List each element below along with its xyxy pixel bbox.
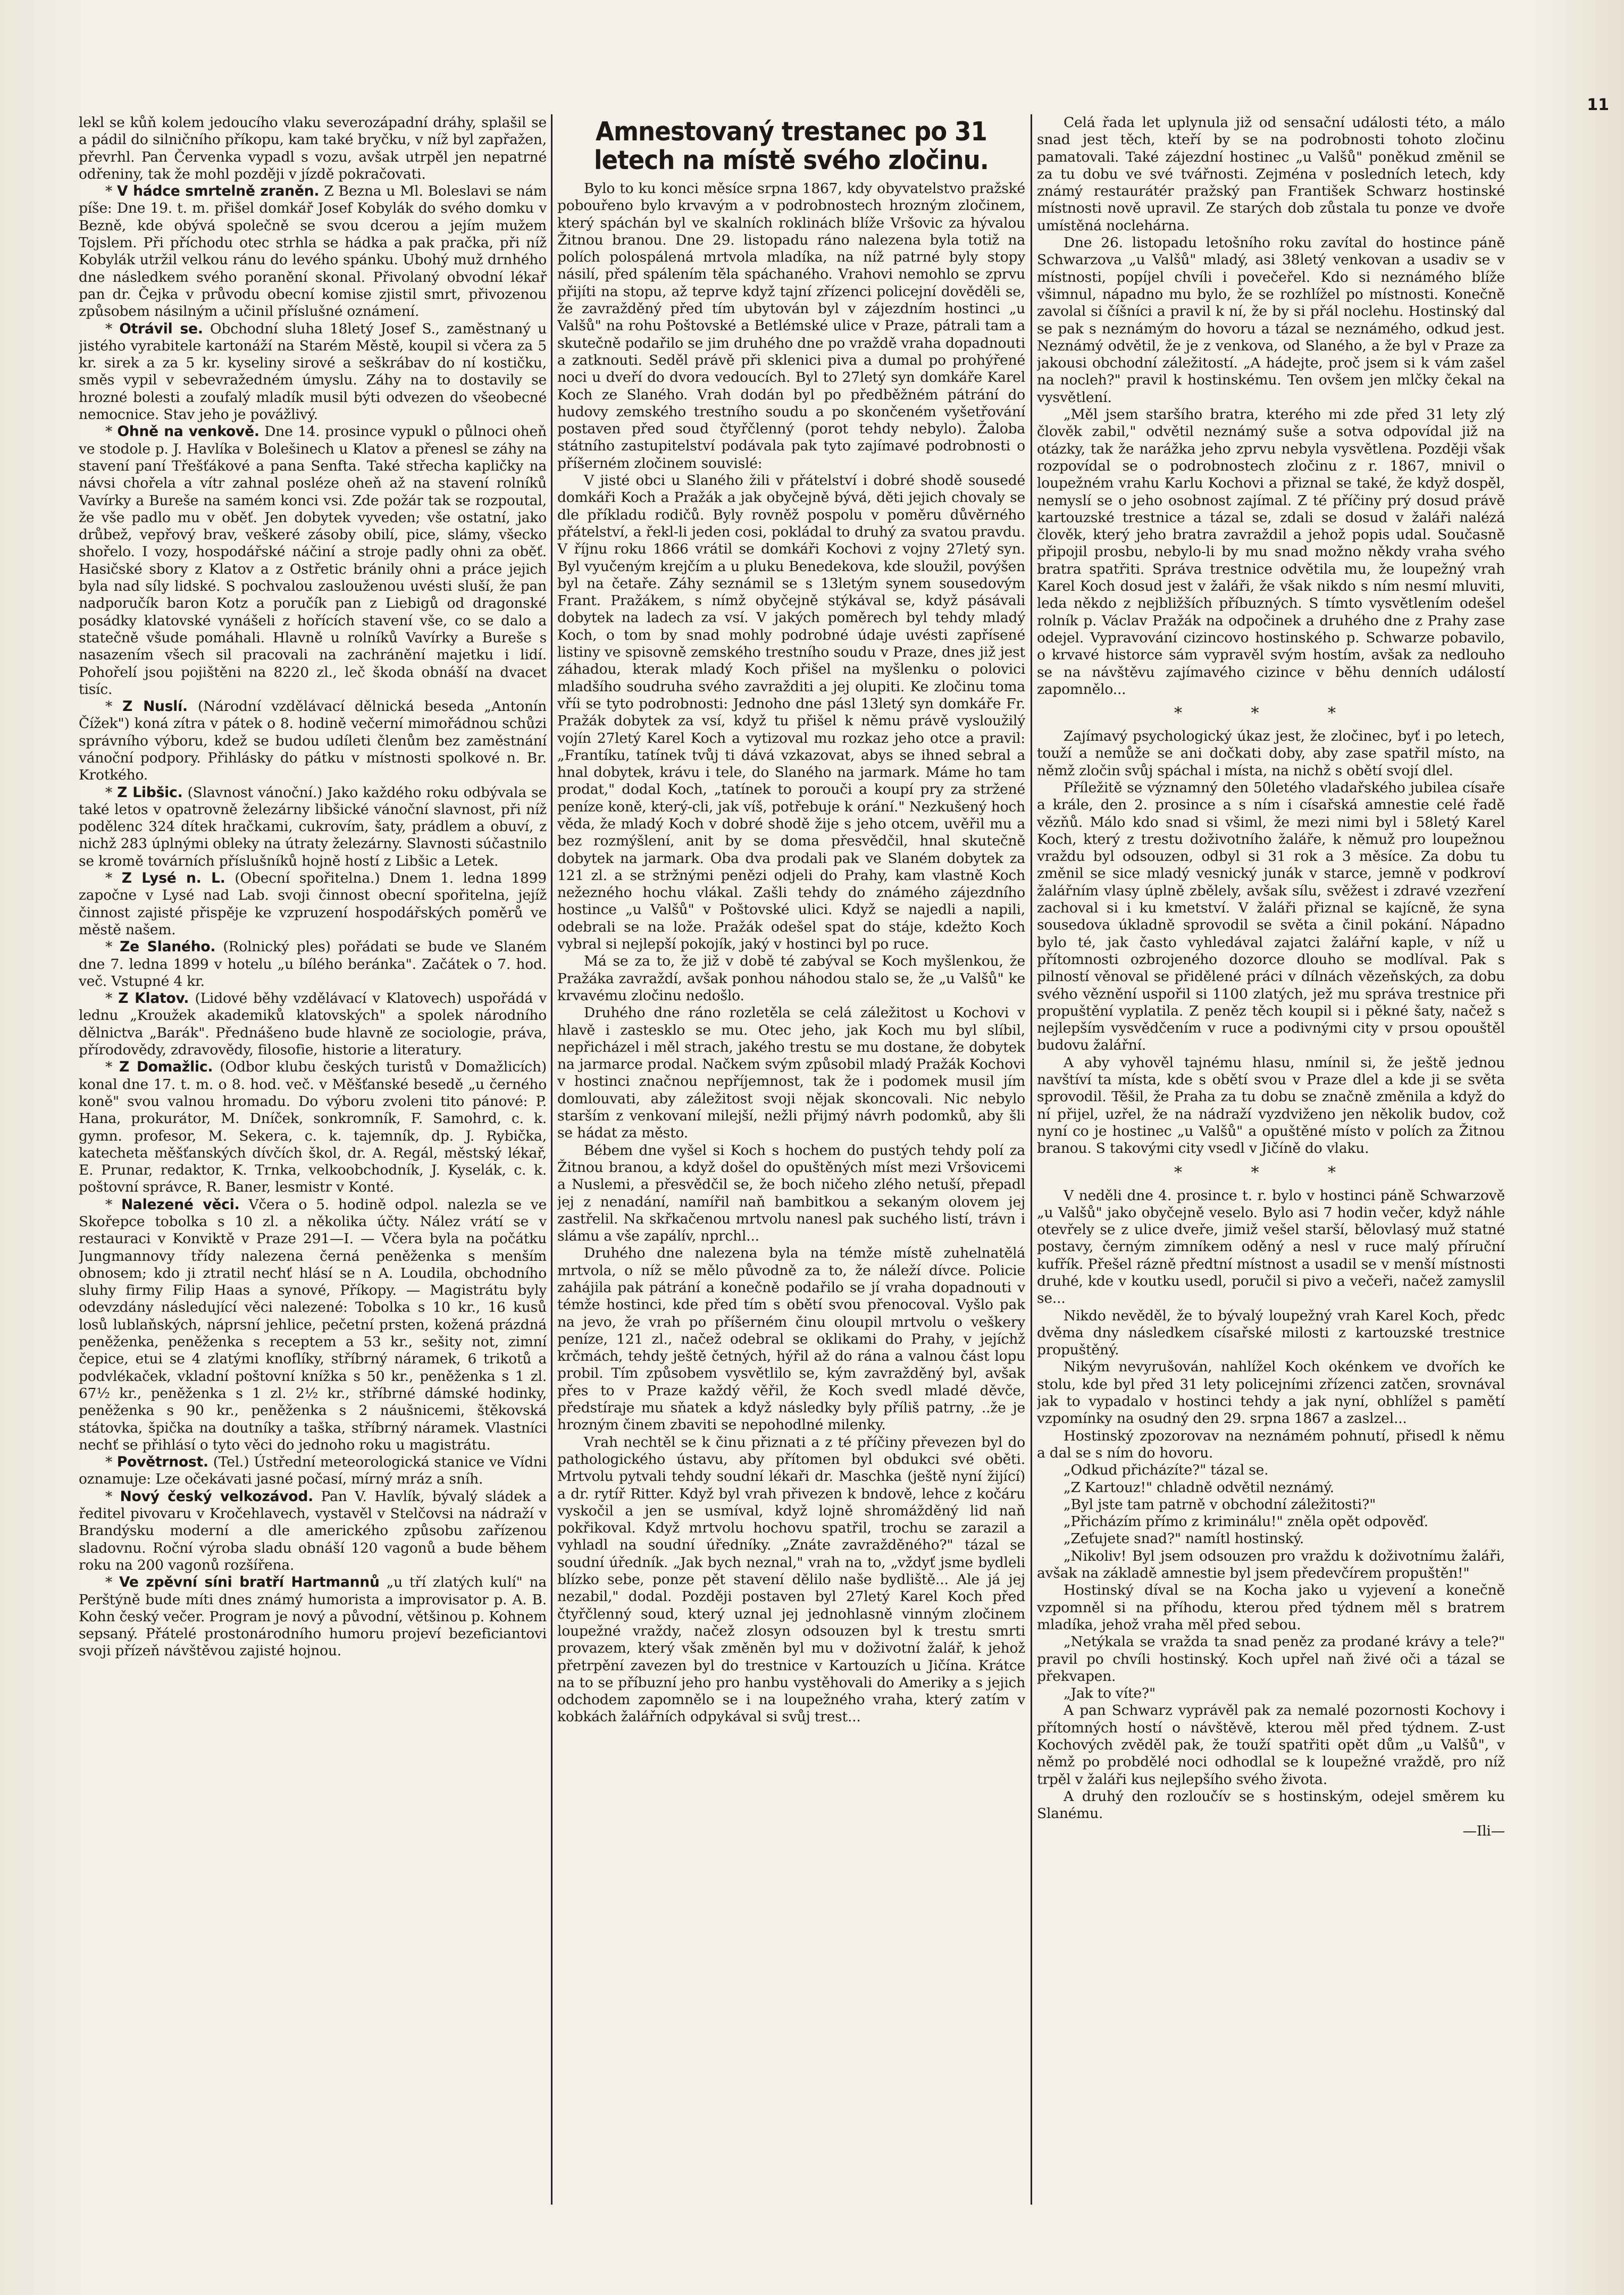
news-text: Dne 14. prosince vypukl o půlnoci oheň ve stodole p. J. Havlíka v Bolešinech u Klatov a přenesl se záhy na stavení paní Třešťákové a pana Senfta. Také střecha kapličky na návsi chořela a vítr zahnal posléze oheň až na stavení rolníků Vavírky a Bureše na samém konci vsi. Zde požár tak se rozpoutal, že vše padlo mu v oběť. Jen dobytek vyveden; vše ostatní, jako drůbež, vepřový brav, veškeré zásoby obilí, pice, slámy, všecko shořelo. I vozy, hospodářské náčiní a stroje padly ohni za oběť. Hasičské sbory z Klatov a z Ostřetic bránily ohni a práce jejich byla nad síly lidské. S pochvalou zaslouženou uvésti sluší, že pan nadporučík baron Kotz a poručík pan z Liebigů od dragonské posádky klatovské vynášeli z hořících stavení vše, co se dalo a statečně všude pomáhali. Hlavně u rolníků Vavírky a Bureše s nasazením všech sil pracovali na zachránění majetku i lidí. Pohořelí jsou pojištěni na 8220 zl., leč škoda obnáší na dvacet tisíc. <box>79 423 547 698</box>
dialogue-line: „Nikoliv! Byl jsem odsouzen pro vraždu k doživotnímu žaláři, avšak na základě amnestie byl jsem předevčírem propuštěn!" <box>1037 1547 1505 1582</box>
news-heading: Z Klatov. <box>118 990 189 1007</box>
article-paragraph: Dne 26. listopadu letošního roku zavítal do hostince páně Schwarzova „u Valšů" mladý, asi 38letý venkovan a usadiv se v místnosti, popíjel chvíli i povečeřel. Kdo si neznámého blíže všimnul, nápadno mu bylo, že se rozhlížel po místnosti. Konečně zavolal si číšníci a pravil k ní, že by si přál noclehu. Hostinský dal se pak s neznámým do hovoru a tázal se neznámého, odkud jest. Neznámý odvětil, že je z venkova, od Slaného, a že byl v Praze za jakousi obchodní záležitostí. „A hádejte, proč jsem si k vám zašel na nocleh?" pravil k hostinskému. Ten ovšem jen mlčky čekal na vysvětlení. <box>1037 234 1505 406</box>
news-heading: Nový český velkozávod. <box>120 1488 314 1505</box>
news-item: * Ohně na venkově. Dne 14. prosince vypukl o půlnoci oheň ve stodole p. J. Havlíka v Bolešinech u Klatov a přenesl se záhy na stavení paní Třešťákové a pana Senfta. Také střecha kapličky na návsi chořela a vítr zahnal posléze oheň až na stavení rolníků Vavírky a Bureše na samém konci vsi. Zde požár tak se rozpoutal, že vše padlo mu v oběť. Jen dobytek vyveden; vše ostatní, jako drůbež, vepřový brav, veškeré zásoby obilí, pice, slámy, všecko shořelo. I vozy, hospodářské náčiní a stroje padly ohni za oběť. Hasičské sbory z Klatov a z Ostřetic bránily ohni a práce jejich byla nad síly lidské. S pochvalou zaslouženou uvésti sluší, že pan nadporučík baron Kotz a poručík pan z Liebigů od dragonské posádky klatovské vynášeli z hořících stavení vše, co se dalo a statečně všude pomáhali. Hlavně u rolníků Vavírky a Bureše s nasazením všech sil pracovali na zachránění majetku i lidí. Pohořelí jsou pojištěni na 8220 zl., leč škoda obnáší na dvacet tisíc. <box>79 423 547 698</box>
page-number: 11 <box>1587 96 1609 114</box>
article-paragraph: Nikdo nevěděl, že to bývalý loupežný vrah Karel Koch, předc dvěma dny následkem císařské milosti z kartouzské trestnice propuštěný. <box>1037 1307 1505 1359</box>
news-heading: Z Nuslí. <box>122 698 188 715</box>
news-text: Včera o 5. hodině odpol. nalezla se ve Skořepce tobolka s 10 zl. a několika účty. Nález vrátí se v restauraci v Konviktě v Praze 291—I. — Včera byla na počátku Jungmannovy třídy nalezena černá peněženka s menším obnosem; kdo ji ztratil nechť hlásí se n A. Loudila, obchodního sluhy firmy Filip Haas a synové, Příkopy. — Magistrátu byly odevzdány následující věci nalezené: Tobolka s 10 kr., 16 kusů losů lublaňských, náprsní jehlice, pečetní prsten, kožená prázdná peněženka, peněženka s receptem a 53 kr., sešity not, zimní čepice, etui se 4 zlatými knoflíky, stříbrný náramek, 6 trikotů a podvlékaček, vkladní poštovní knížka s 50 kr., peněženka s 1 zl. 67½ kr., peněženka s 1 zl. 2½ kr., stříbrné dámské hodinky, peněženka s 90 kr., peněženka s 2 náušnicemi, štěkovská státovka, špička na doutníky a taška, stříbrný náramek. Vlastníci nechť se přihlásí o tyto věci do jednoho roku u magistrátu. <box>79 1196 547 1453</box>
article-paragraph: Zajímavý psychologický úkaz jest, že zločinec, byť i po letech, touží a nemůže se ani dočkati doby, aby zase spatřil místo, na němž zločin svůj spáchal i místa, na nichž s obětí svojí dlel. <box>1037 728 1505 779</box>
news-item: * Ze Slaného. (Rolnický ples) pořádati se bude ve Slaném dne 7. ledna 1899 v hotelu „u bílého beránka". Začátek o 7. hod. več. Vstupné 4 kr. <box>79 939 547 990</box>
news-item: * Z Klatov. (Lidové běhy vzdělávací v Klatovech) uspořádá v lednu „Kroužek akademiků klatovských" a spolek národního dělnictva „Barák". Přednášeno bude hlavně ze sociologie, práva, přírodovědy, zdravovědy, filosofie, historie a literatury. <box>79 990 547 1059</box>
article-paragraph: Bylo to ku konci měsíce srpna 1867, kdy obyvatelstvo pražské pobouřeno bylo krvavým a v podrobnostech hrozným zločinem, který spáchán byl ve skalních roklinách blíže Vršovic za hývalou Žitnou branou. Dne 29. listopadu ráno nalezena byla totiž na polích polospálená mrtvola mladíka, na níž patrné byly stopy násilí, před spálením těla spáchaného. Vrahovi nemohlo se zprvu přijíti na stopu, až teprve když tajní zřízenci policejní dověděli se, že zavražděný před tím ubytován byl v zájezdním hostinci „u Valšů" na rohu Poštovské a Betlémské ulice v Praze, pátrali tam a skutečně podařilo se jim druhého dne po vraždě vraha dopadnouti a zatknouti. Seděl právě při sklenici piva a dumal po prohýřené noci u dveří do dvora vedoucích. Byl to 27letý syn domkáře Karel Koch ze Slaného. Vrah dodán byl po předběžném pátrání do hudovy zemského trestního soudu a po skončeném vyšetřování postaven před soud čtyřčlenný (porot tehdy nebylo). Žaloba státního zastupitelství podávala pak tyto zajímavé podrobnosti o příšerném zločinem souvislé: <box>557 180 1025 472</box>
news-text: (Tel.) Ústřední meteorologická stanice ve Vídni oznamuje: Lze očekávati jasné počasí, mírný mráz a sníh. <box>79 1454 547 1488</box>
article-paragraph: „Měl jsem staršího bratra, kterého mi zde před 31 lety zlý člověk zabil," odvětil neznámý suše a sotva odpovídal již na otázky, tak že narážka jeho zprvu nebyla vysvětlena. Později však rozpovídal se o podrobnostech zločinu z r. 1867, mnivil o loupežném vrahu Karlu Kochovi a přiznal se také, že když dospěl, nemyslí se o jeho osobnost zajímal. Z té příčiny prý dosud právě kartouzské trestnice a tázal se, zdali se dosud v žaláři nalézá člověk, který jeho bratra zavraždil a jehož popis udal. Současně připojil prosbu, nebylo-li by mu snad možno někdy vraha svého bratra spatřiti. Správa trestnice odvětila mu, že loupežný vrah Karel Koch dosud jest v žaláři, že však nikdo s ním nesmí mluviti, leda někdo z nejbližších příbuzných. S tímto vysvětlením odešel rolník p. Václav Pražák na odpočinek a druhého dne z Prahy zase odejel. Vypravování cizincovo hostinského p. Schwarze pobavilo, o krvavé historce sám vypravěl svým hostím, avšak za nedlouho se na návštěvu zajímavého cizince v běhu denních událostí zapomnělo... <box>1037 406 1505 698</box>
article-paragraph: Hostinský díval se na Kocha jako u vyjevení a konečně vzpomněl si na příhodu, kterou před týdnem měl s bratrem mladíka, jehož vraha měl před sebou. <box>1037 1582 1505 1633</box>
article-paragraph: A druhý den rozloučív se s hostinským, odejel směrem ku Slanému. <box>1037 1788 1505 1822</box>
news-text: (Obecní spořitelna.) Dnem 1. ledna 1899 započne v Lysé nad Lab. svoji činnost obecní spořitelna, jejíž činnost zajisté přispěje ke vzpruzení hospodářských poměrů ve městě našem. <box>79 870 547 938</box>
news-text: (Národní vzdělávací dělnická beseda „Antonín Čížek") koná zítra v pátek o 8. hodině večerní mimořádnou schůzi správního výboru, kdež se budou udíleti členům bez zaměstnání vánoční podpory. Přihlásky do pátku v místnosti spolkové n. Br. Krotkého. <box>79 698 547 784</box>
news-text: (Rolnický ples) pořádati se bude ve Slaném dne 7. ledna 1899 v hotelu „u bílého beránka". Začátek o 7. hod. več. Vstupné 4 kr. <box>79 939 547 990</box>
news-item: * Otrávil se. Obchodní sluha 18letý Josef S., zaměstnaný u jistého vyrabitele kartonáží na Starém Městě, koupil si včera za 5 kr. sirek a za 5 kr. kyseliny sirové a seškrábav do ní kostičku, směs vypil v sebevražedném úmyslu. Záhy na to dostavily se hrozné bolesti a zoufalý mladík musil býti odvezen do všeobecné nemocnice. Stav jeho je povážlivý. <box>79 320 547 423</box>
dialogue-line: „Odkud přicházíte?" tázal se. <box>1064 1462 1269 1479</box>
article-paragraph: Druhého dne ráno rozletěla se celá záležitost u Kochovi v hlavě i zastesklo se mu. Otec jeho, jak Koch mu byl slíbil, nepřicházel i měl strach, jakého trestu se mu dostane, že dobytek na jarmarce prodal. Načkem svým způsobil mladý Pražák Kochovi v hostinci značnou nepříjemnost, tak že i podomek musil jím domlouvati, aby záležitost svoji nějak skoncovali. Nic nebylo starším z venkovaní milejší, nežli přijmý návrh podomků, aby šli se hádat za město. <box>557 1004 1025 1142</box>
news-text: (Slavnost vánoční.) Jako každého roku odbývala se také letos v opatrovně železárny libšické vánoční slavnost, při níž podělenc 324 dítek hračkami, cukrovím, šaty, prádlem a obuví, z nichž 283 úplnými obleky na útraty železárny. Slavnosti súčastnilo se kromě továrních příslušníků hojně hostí z Libšic a Letek. <box>79 784 547 869</box>
news-item: * Z Lysé n. L. (Obecní spořitelna.) Dnem 1. ledna 1899 započne v Lysé nad Lab. svoji činnost obecní spořitelna, jejíž činnost zajisté přispěje ke vzpruzení hospodářských poměrů ve městě našem. <box>79 870 547 938</box>
author-signature: —Ili— <box>1462 1822 1505 1839</box>
news-item: * Povětrnost. (Tel.) Ústřední meteorologická stanice ve Vídni oznamuje: Lze očekávati jasné počasí, mírný mráz a sníh. <box>79 1454 547 1488</box>
news-item: * Z Nuslí. (Národní vzdělávací dělnická beseda „Antonín Čížek") koná zítra v pátek o 8. hodině večerní mimořádnou schůzi správního výboru, kdež se budou udíleti členům bez zaměstnání vánoční podpory. Přihlásky do pátku v místnosti spolkové n. Br. Krotkého. <box>79 698 547 784</box>
news-item: * Nový český velkozávod. Pan V. Havlík, bývalý sládek a ředitel pivovaru v Kročehlavech, vystavěl v Stelčovsi na nádraží v Brandýsku moderní a dle amerického způsobu zařízenou sladovnu. Roční výroba sladu obnáší 120 vagonů a bude během roku na 200 vagonů rozšířena. <box>79 1488 547 1573</box>
article-paragraph: V neděli dne 4. prosince t. r. bylo v hostinci páně Schwarzově „u Valšů" jako obyčejně veselo. Bylo asi 7 hodin večer, když náhle otevřely se z ulice dveře, jimiž vešel starší, bělovlasý muž statné postavy, černým zimníkem oděný a nesl v ruce malý příruční kufřík. Přešel rázně předtní místnost a usadil se v menší místnosti druhé, kde v koutku usedl, poručil si pivo a večeři, načež zamyslil se... <box>1037 1187 1505 1307</box>
news-item: * Ve zpěvní síni bratří Hartmannů „u tří zlatých kulí" na Perštýně bude míti dnes známý humorista a improvisator p. A. B. Kohn český večer. Program je nový a původní, většinou p. Kohnem sepsaný. Přátelé prostonárodního humoru projeví bezeficiantovi svoji přízeň návštěvou zajisté hojnou. <box>79 1574 547 1660</box>
column-2 <box>557 114 1025 2205</box>
article-paragraph: Hostinský zpozorovav na neznámém pohnutí, přisedl k němu a dal se s ním do hovoru. <box>1037 1427 1505 1461</box>
news-heading: Ohně na venkově. <box>117 423 259 440</box>
news-heading: Ve zpěvní síni bratří Hartmannů <box>119 1574 380 1591</box>
article-paragraph: Nikým nevyrušován, nahlížel Koch okénkem ve dvořích ke stolu, kde byl před 31 lety policejními zřízenci zatčen, srovnával jak to vypadalo v hostinci tehdy a jak nyní, obhlížel s pamětí vzpomínky na osudný den 29. srpna 1867 a zaslzel... <box>1037 1359 1505 1427</box>
news-text: Z Bezna u Ml. Boleslavi se nám píše: Dne 19. t. m. přišel domkář Josef Kobylák do svého domku v Bezně, kde obývá společně se svou dcerou a jejím mužem Tojslem. Při příchodu otec strhla se hádka a pak pračka, při níž Kobylák utržil velkou ránu do levého spánku. Ubohý muž drnhého dne následkem svého poranění skonal. Přivolaný obvodní lékař pan dr. Čejka v průvodu obecní komise zjistil smrt, přivozenou způsobem násilným a učinil příslušné oznámení. <box>79 183 547 320</box>
news-heading: Z Domažlic. <box>119 1059 213 1076</box>
dialogue-line: „Přicházím přímo z kriminálu!" zněla opět odpověď. <box>1064 1513 1428 1530</box>
news-heading: Ze Slaného. <box>120 939 216 956</box>
news-item: * V hádce smrtelně zraněn. Z Bezna u Ml. Boleslavi se nám píše: Dne 19. t. m. přišel domkář Josef Kobylák do svého domku v Bezně, kde obývá společně se svou dcerou a jejím mužem Tojslem. Při příchodu otec strhla se hádka a pak pračka, při níž Kobylák utržil velkou ránu do levého spánku. Ubohý muž drnhého dne následkem svého poranění skonal. Přivolaný obvodní lékař pan dr. Čejka v průvodu obecní komise zjistil smrt, přivozenou způsobem násilným a učinil příslušné oznámení. <box>79 183 547 320</box>
article-paragraph: Příležitě se významný den 50letého vladařského jubilea císaře a krále, den 2. prosince a s ním i císařská amnestie celé řadě vězňů. Málo kdo snad si všiml, že mezi nimi byl i 58letý Karel Koch, který z trestu doživotního žaláře, k němuž pro loupežnou vraždu byl odsouzen, odbyl si 31 rok a 3 měsíce. Za dobu tu změnil se sice mladý vesnický junák v starce, jemně v podkroví žalářním vlasy úplně zbělely, avšak sílu, svěžest i zdravé vzezření zachoval si i ku kmetství. V žaláři přiznal se kajícně, že syna sousedova úkladně sprovodil se světa a činil pokání. Nápadno bylo té, jak často vyhledával zajatci žalářní kaple, v níž u přítomnosti ozbrojeného dozorce dlouho se modlíval. Pak s pilností věnoval se přidělené práci v dílnách vězeňských, za dobu svého věznění uspořil si 1100 zlatých, jež mu správa trestnice při propuštění vyplatila. Z peněz těch koupil si i pěkné šaty, načež s nejlepším vysvědčením v ruce a podivnými city v prsou opouštěl budovu žalářní. <box>1037 779 1505 1054</box>
article-paragraph: Bébem dne vyšel si Koch s hochem do pustých tehdy polí za Žitnou branou, a když došel do opuštěných míst mezi Vršovicemi a Nuslemi, a přesvědčil se, že boch ničeho zlého netuší, přepadl jej z nenadání, namířil naň bambitkou a sekaným olovem jej zastřelil. Na skřkačenou mrtvolu nanesl pak suchého listí, trávn i slámu a vše zapálív, nprchl... <box>557 1142 1025 1245</box>
news-text: Pan V. Havlík, bývalý sládek a ředitel pivovaru v Kročehlavech, vystavěl v Stelčovsi na nádraží v Brandýsku moderní a dle amerického způsobu zařízenou sladovnu. Roční výroba sladu obnáší 120 vagonů a bude během roku na 200 vagonů rozšířena. <box>79 1488 547 1573</box>
article-paragraph: A pan Schwarz vyprávěl pak za nemalé pozornosti Kochovy i přítomných hostí o návštěvě, kterou měl před týdnem. Z-ust Kochových zvěděl pak, že touží spatřiti opět dům „u Valšů", v němž po probdělé noci odhodlal se k loupežné vraždě, pro níž trpěl v žaláři kus nejlepšího svého života. <box>1037 1702 1505 1788</box>
article-paragraph: Druhého dne nalezena byla na témže místě zuhelnatělá mrtvola, o níž se mělo původně za to, že náleží dívce. Policie zahájila pak pátrání a konečně podařilo se jí vraha dopadnouti v témže hostinci, kde před tím s obětí svou přenocoval. Vyšlo pak na jevo, že vrah po příšerném činu oloupil mrtvolu o veškery peníze, 121 zl., načež odebral se oklikami do Prahy, v jejíchž krčmách, tehdy ještě četných, hýřil až do rána a valnou část lopu probil. Tím způsobem vysvětlilo se, kým zavražděný byl, avšak přes to v Praze každý věřil, že Koch svedl mladé děvče, předstíraje mu sňatek a když následky byly příliš patrny, ..že je hrozným činem zbaviti se nepohodlné milenky. <box>557 1245 1025 1434</box>
news-item: * Z Domažlic. (Odbor klubu českých turistů v Domažlicích) konal dne 17. t. m. o 8. hod. več. v Měšťanské besedě „u černého koně" svou valnou hromadu. Do výboru zvoleni tito pánové: P. Hana, prokurátor, M. Dníček, sonkromník, F. Samohrd, c. k. gymn. profesor, M. Sekera, c. k. tajemník, dp. J. Rybička, katecheta měšťanských dívčích škol, dr. A. Regál, městský lékař, E. Prunar, redaktor, K. Trnka, velkoobchodník, J. Kyselák, c. k. poštovní správce, R. Baner, lesmistr v Konté. <box>79 1059 547 1196</box>
news-text: (Lidové běhy vzdělávací v Klatovech) uspořádá v lednu „Kroužek akademiků klatovských" a spolek národního dělnictva „Barák". Přednášeno bude hlavně ze sociologie, práva, přírodovědy, zdravovědy, filosofie, historie a literatury. <box>79 990 547 1059</box>
dialogue-line: „Byl jste tam patrně v obchodní záležitosti?" <box>1064 1496 1376 1513</box>
section-separator: * * * <box>1174 704 1368 723</box>
column-rule-left <box>551 114 553 2205</box>
dialogue-line: „Zeťujete snad?" namítl hostinský. <box>1064 1530 1304 1547</box>
article-paragraph: V jisté obci u Slaného žili v přátelství i dobré shodě sousedé domkáři Koch a Pražák a jak obyčejně bývá, děti jejich chovaly se dle příkladu rodičů. Byly rovněž pospolu v poměru důvěrného přátelství, a řekl-li jeden cosi, pokládal to druhý za svatou pravdu. V říjnu roku 1866 vrátil se domkáři Kochovi z vojny 27letý syn. Byl vyučeným krejčím a u pluku Benedekova, kde sloužil, povýšen byl na četaře. Záhy seznámil se s 13letým synem sousedovým Frant. Pražákem, s nímž obyčejně stýkával se, když pásávali dobytek na ladech za vsí. V jakých poměrech byl tehdy mladý Koch, o tom by snad mohly podrobné údaje uvésti zapřísené listiny ve spisovně zemského trestního soudu v Praze, dnes již jest záhadou, kterak mladý Koch přišel na myšlenku o polovici mladšího soudruha svého zavražditi a jej olupiti. Ke zločinu toma vříi se tyto podrobnosti: Jednoho dne pásl 13letý syn domkáře Fr. Pražák dobytek za vsí, když tu přišel k němu právě vysloužilý vojín 27letý Karel Koch a vytizoval mu rozkaz jeho otce a pravil: „Frantíku, tatínek tvůj ti dává vzkazovat, abys se ihned sebral a hnal dobytek, krávu i tele, do Slaného na jarmark. Máme ho tam prodat," dodal Koch, „tatínek to porouči a koupí pry za stržené peníze koně, který-cli, jak víš, potřebuje k orání." Nezkušený hoch věda, že mladý Koch v dobré shodě žije s jeho otcem, uvěřil mu a bez rozmýšlení, anit by se doma přesvědčil, hnal skutečně dobytek na jarmark. Oba dva prodali pak ve Slaném dobytek za 121 zl. a se stržnými penězi odjeli do Prahy, kam vlastně Koch nežezného hochu vlákal. Zašli tehdy do známého zájezdního hostince „u Valšů" v Poštovské ulici. Když se najedli a napili, odebrali se na lože. Pražák odešel spat do stáje, kdežto Koch vybral si nejlepší pokojík, jaký v hostinci byl po ruce. <box>557 472 1025 953</box>
article-paragraph: A aby vyhověl tajnému hlasu, nmínil si, že ještě jednou navštíví ta místa, kde s obětí svou v Praze dlel a kde ji se světa sprovodil. Těšil, že Praha za tu dobu se značně změnila a když do ní přijel, uzřel, že na nádraží vyzdviženo jen několik budov, což nyní co je hostinec „u Valšů" a opuštěné místo v polích za Žitnou branou. S takovými city vsedl v Jičíně do vlaku. <box>1037 1054 1505 1157</box>
column-1 <box>79 114 547 2205</box>
news-item: * Nalezené věci. Včera o 5. hodině odpol. nalezla se ve Skořepce tobolka s 10 zl. a několika účty. Nález vrátí se v restauraci v Konviktě v Praze 291—I. — Včera byla na počátku Jungmannovy třídy nalezena černá peněženka s menším obnosem; kdo ji ztratil nechť hlásí se n A. Loudila, obchodního sluhy firmy Filip Haas a synové, Příkopy. — Magistrátu byly odevzdány následující věci nalezené: Tobolka s 10 kr., 16 kusů losů lublaňských, náprsní jehlice, pečetní prsten, kožená prázdná peněženka, peněženka s receptem a 53 kr., sešity not, zimní čepice, etui se 4 zlatými knoflíky, stříbrný náramek, 6 trikotů a podvlékaček, vkladní poštovní knížka s 50 kr., peněženka s 1 zl. 67½ kr., peněženka s 1 zl. 2½ kr., stříbrné dámské hodinky, peněženka s 90 kr., peněženka s 2 náušnicemi, štěkovská státovka, špička na doutníky a taška, stříbrný náramek. Vlastníci nechť se přihlásí o tyto věci do jednoho roku u magistrátu. <box>79 1196 547 1453</box>
dialogue-line: „Z Kartouz!" chladně odvětil neznámý. <box>1064 1479 1334 1496</box>
dialogue-line: „Netýkala se vražda ta snad peněz za prodané krávy a tele?" pravil po chvíli hostinský. Koch upřel naň živé oči a tázal se překvapen. <box>1037 1634 1505 1685</box>
news-text: Obchodní sluha 18letý Josef S., zaměstnaný u jistého vyrabitele kartonáží na Starém Městě, koupil si včera za 5 kr. sirek a za 5 kr. kyseliny sirové a seškrábav do ní kostičku, směs vypil v sebevražedném úmyslu. Záhy na to dostavily se hrozné bolesti a zoufalý mladík musil býti odvezen do všeobecné nemocnice. Stav jeho je povážlivý. <box>79 320 547 423</box>
dialogue-line: „Jak to víte?" <box>1064 1685 1156 1702</box>
news-heading: Otrávil se. <box>119 320 203 337</box>
news-heading: Nalezené věci. <box>121 1196 240 1213</box>
news-heading: Z Lysé n. L. <box>121 870 225 887</box>
news-item: * Z Libšic. (Slavnost vánoční.) Jako každého roku odbývala se také letos v opatrovně železárny libšické vánoční slavnost, při níž podělenc 324 dítek hračkami, cukrovím, šaty, prádlem a obuví, z nichž 283 úplnými obleky na útraty železárny. Slavnosti súčastnilo se kromě továrních příslušníků hojně hostí z Libšic a Letek. <box>79 784 547 869</box>
article-paragraph: Celá řada let uplynula již od sensační události této, a málo snad jest těch, kteří by se na podrobnosti tohoto zločinu pamatovali. Také zájezdní hostinec „u Valšů" poněkud změnil se za tu dobu ve své tvářnosti. Zejména v posledních letech, kdy známý restaurátér pražský pan František Schwarz hostinské místnosti nově upravil. Ze starých dob zůstala tu ponze ve dvoře umístěná noclehárna. <box>1037 114 1505 234</box>
news-text: (Odbor klubu českých turistů v Domažlicích) konal dne 17. t. m. o 8. hod. več. v Měšťanské besedě „u černého koně" svou valnou hromadu. Do výboru zvoleni tito pánové: P. Hana, prokurátor, M. Dníček, sonkromník, F. Samohrd, c. k. gymn. profesor, M. Sekera, c. k. tajemník, dp. J. Rybička, katecheta měšťanských dívčích škol, dr. A. Regál, městský lékař, E. Prunar, redaktor, K. Trnka, velkoobchodník, J. Kyselák, c. k. poštovní správce, R. Baner, lesmistr v Konté. <box>79 1059 547 1196</box>
news-text: „u tří zlatých kulí" na Perštýně bude míti dnes známý humorista a improvisator p. A. B. Kohn český večer. Program je nový a původní, většinou p. Kohnem sepsaný. Přátelé prostonárodního humoru projeví bezeficiantovi svoji přízeň návštěvou zajisté hojnou. <box>79 1574 547 1660</box>
section-separator: * * * <box>1174 1163 1368 1182</box>
news-heading: V hádce smrtelně zraněn. <box>117 183 320 200</box>
column-3 <box>1037 114 1505 2205</box>
news-heading: Povětrnost. <box>116 1454 208 1471</box>
column-rule-right <box>1031 114 1032 2205</box>
news-paragraph: lekl se kůň kolem jedoucího vlaku severozápadní dráhy, splašil se a pádil do silničního příkopu, kam také bryčku, v níž byl zapřažen, převrhl. Pan Červenka vypadl s vozu, avšak utrpěl jen nepatrné odřeniny, tak že mohl později v jízdě pokračovati. <box>79 114 547 182</box>
article-paragraph: Vrah nechtěl se k činu přiznati a z té příčiny převezen byl do pathologického ústavu, aby přítomen byl obdukci své oběti. Mrtvolu pytvali tehdy soudní lékaři dr. Maschka (ještě nyní žijící) a dr. rytíř Ritter. Když byl vrah přivezen k bndově, lehce z kočáru vyskočil a jen se usmíval, když lojně shromážděný lid naň pokřikoval. Když mrtvolu hochovu spatřil, trochu se zarazil a vyhladl na soudní úředníky. „Znáte zavražděného?" tázal se soudní úředník. „Jak bych neznal," vrah na to, „vždyť jsme bydleli blízko sebe, ponze pět stavení dělilo naše bydliště... Ale já jej nezabil," dodal. Později postaven byl 27letý Karel Koch před čtyřčlenný soud, který uznal jej jednohlasně vinným zločinem loupežné vraždy, načež zlosyn odsouzen byl k trestu smrti provazem, který však změněn byl mu v doživotní žalář, k jehož přetrpění zavezen byl do trestnice v Kartouzích u Jičína. Krátce na to se příbuzní jeho pro hanbu vystěhovali do Ameriky a s jejich odchodem zapomnělo se i na loupežného vraha, který zatím v kobkách žalářních odpykával si svůj trest... <box>557 1434 1025 1726</box>
article-headline: Amnestovaný trestanec po 31 letech na místě svého zločinu. <box>593 116 989 175</box>
article-paragraph: Má se za to, že již v době té zabýval se Koch myšlenkou, že Pražáka zavraždí, avšak ponhou náhodou stalo se, že „u Valšů" ke krvavému zločinu nedošlo. <box>557 953 1025 1004</box>
news-heading: Z Libšic. <box>117 784 183 801</box>
